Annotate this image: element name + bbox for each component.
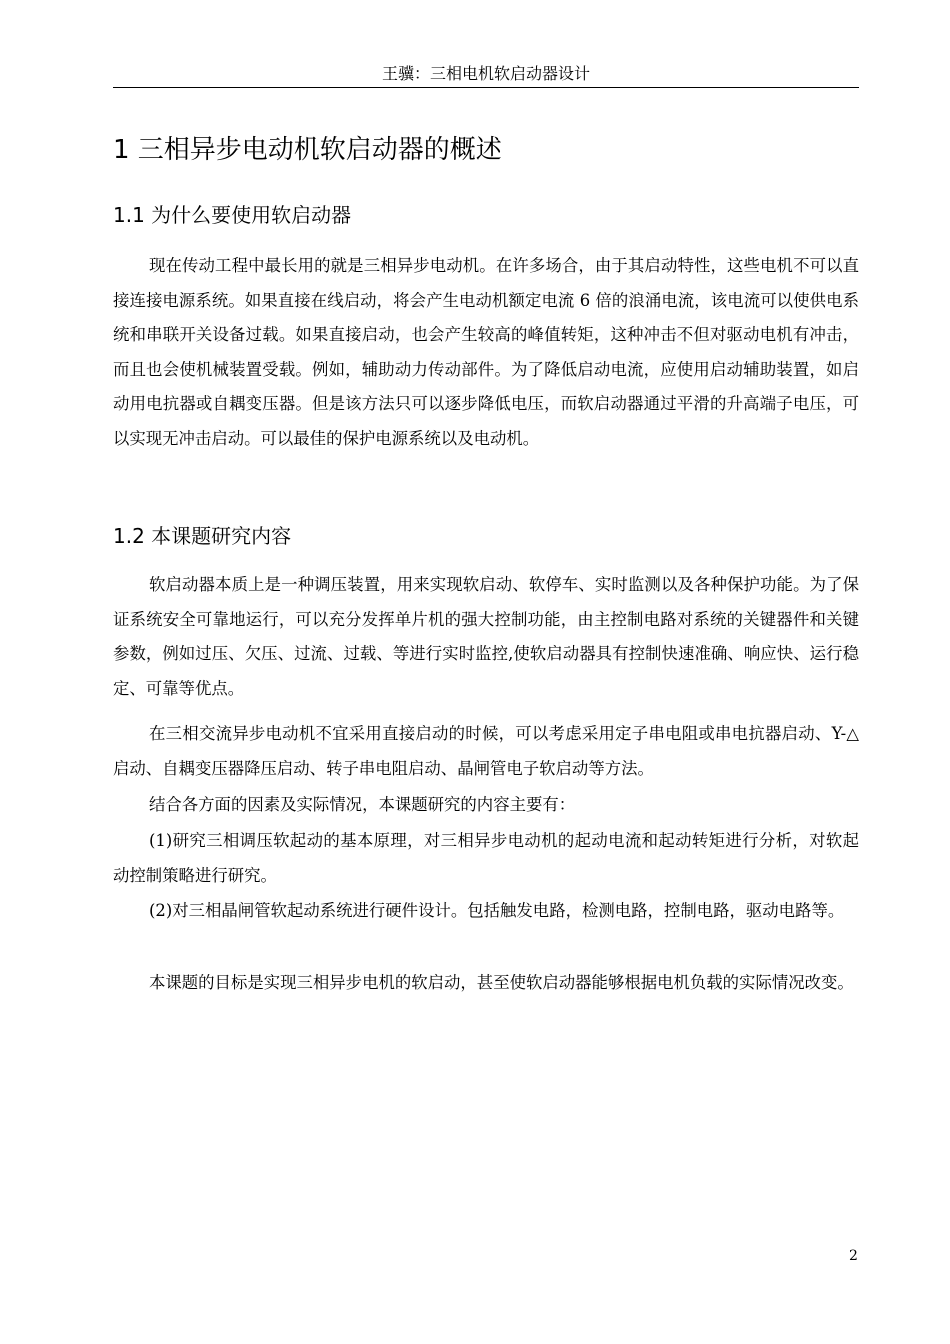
section-1-2-paragraph-2: 在三相交流异步电动机不宜采用直接启动的时候，可以考虑采用定子串电阻或串电抗器启动、Y-△启动、自耦变压器降压启动、转子串电阻启动、晶闸管电子软启动等方法。	[113, 724, 859, 778]
running-header: 王骥：三相电机软启动器设计	[381, 64, 590, 83]
section-1-1-title: 1.1 为什么要使用软启动器	[113, 203, 352, 227]
section-1-2-title: 1.2 本课题研究内容	[113, 524, 292, 548]
page-number: 2	[849, 1248, 858, 1264]
section-1-2-paragraph-3: 结合各方面的因素及实际情况，本课题研究的内容主要有：	[149, 795, 576, 814]
chapter-title: 1 三相异步电动机软启动器的概述	[113, 135, 502, 165]
header-rule	[113, 87, 859, 88]
section-1-2-paragraph-6: 本课题的目标是实现三相异步电机的软启动，甚至使软启动器能够根据电机负载的实际情况改变。	[149, 973, 854, 992]
section-1-2-paragraph-4: (1)研究三相调压软起动的基本原理，对三相异步电动机的起动电流和起动转矩进行分析，对软起动控制策略进行研究。	[113, 831, 859, 885]
section-1-2-paragraph-1: 软启动器本质上是一种调压装置，用来实现软启动、软停车、实时监测以及各种保护功能。为了保证系统安全可靠地运行，可以充分发挥单片机的强大控制功能，由主控制电路对系统的关键器件和关键参数，例如过压、欠压、过流、过载、等进行实时监控,使软启动器具有控制快速准确、响应快、运行稳定、可靠等优点。	[113, 575, 859, 698]
section-1-2-paragraph-5: (2)对三相晶闸管软起动系统进行硬件设计。包括触发电路，检测电路，控制电路，驱动电路等。	[149, 901, 845, 920]
section-1-1-paragraph-1: 现在传动工程中最长用的就是三相异步电动机。在许多场合，由于其启动特性，这些电机不可以直接连接电源系统。如果直接在线启动，将会产生电动机额定电流 6 倍的浪涌电流，该电流可以使供电系统和串联开关设备过载。如果直接启动，也会产生较高的峰值转矩，这种冲击不但对驱动电机有冲击，而且也会使机械装置受载。例如，辅助动力传动部件。为了降低启动电流，应使用启动辅助装置，如启动用电抗器或自耦变压器。但是该方法只可以逐步降低电压，而软启动器通过平滑的升高端子电压，可以实现无冲击启动。可以最佳的保护电源系统以及电动机。	[113, 256, 859, 448]
